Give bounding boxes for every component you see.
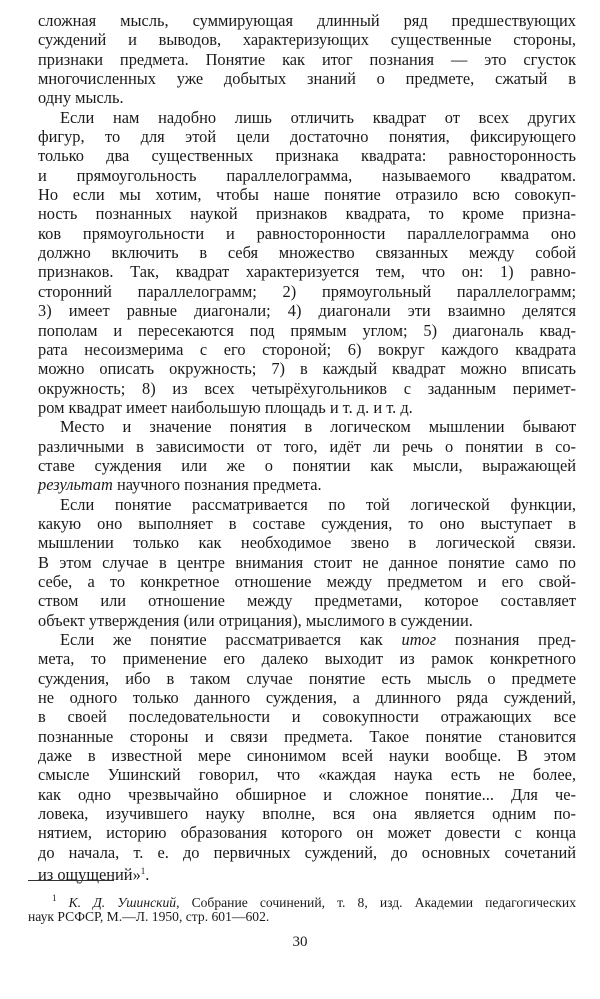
line-text: Если нам надобно лишь отличить квадрат от всех других [60, 107, 576, 127]
line-text: одну мысль. [38, 88, 124, 108]
paragraph [38, 495, 576, 630]
line-text: в своей последовательности и совокупности отражающих все [38, 707, 576, 727]
footnote-marker: 1 [52, 893, 57, 903]
line-text: как одно чрезвычайно обширное и сложное понятие... Для че- [38, 784, 576, 804]
text-line [38, 437, 576, 456]
text-line [38, 417, 576, 436]
text-line [38, 340, 576, 359]
text-line [38, 823, 576, 842]
text-line [38, 765, 576, 784]
footnote-source: , Собрание сочинений, т. 8, изд. Академии педагогических [176, 895, 576, 910]
text-line [38, 746, 576, 765]
text-line [38, 707, 576, 726]
line-text: себе, а то конкретное отношение между предметом и его свой- [38, 571, 576, 591]
text-line [38, 553, 576, 572]
line-text: фигур, то для этой цели достаточно понятия, фиксирующего [38, 127, 576, 147]
paragraph [38, 11, 576, 108]
text-line [38, 533, 576, 552]
line-text: смысле Ушинский говорил, что «каждая наука есть не более, [38, 765, 576, 785]
line-text: ков прямоугольности и равносторонности параллелограмма оно [38, 223, 576, 243]
text-line [38, 359, 576, 378]
footnote [28, 889, 576, 928]
line-text: не одного только данного суждения, а длинного ряда суждений, [38, 688, 576, 708]
line-text: познания пред- [436, 630, 577, 649]
footnote-source-cont: наук РСФСР, М.—Л. 1950, стр. 601—602. [28, 909, 270, 925]
line-text: мышлении только как необходимое звено в логической связи. [38, 533, 576, 553]
text-line [38, 166, 576, 185]
line-text: признаков. Так, квадрат характеризуется тем, что он: 1) равно- [38, 262, 576, 282]
line-text: окружность; 8) из всех четырёхугольников с заданным перимет- [38, 378, 576, 398]
line-text: ром квадрат имеет наибольшую площадь и т. д. и т. д. [38, 397, 413, 417]
text-line [38, 649, 576, 668]
line-text: В этом случае в центре внимания стоит не данное понятие само по [38, 552, 576, 572]
footnote-line [28, 889, 576, 908]
footnote-divider [28, 880, 114, 881]
text-line [38, 475, 576, 494]
line-text: Если же понятие рассматривается как [60, 630, 402, 649]
text-line [38, 727, 576, 746]
paragraph [38, 417, 576, 494]
text-line [38, 804, 576, 823]
line-text: ловека, изучившего науку вполне, вся она является одним по- [38, 804, 576, 824]
text-line [38, 572, 576, 591]
line-text: признаки предмета. Понятие как итог познания — это сгусток [38, 49, 576, 69]
line-text: объект утверждения (или отрицания), мыслимого в суждении. [38, 610, 473, 630]
line-text: научного познания предмета. [112, 475, 322, 495]
text-line [38, 591, 576, 610]
line-text: познанные стороны и связи предмета. Такое понятие становится [38, 726, 576, 746]
line-text: ставе суждения или же о понятии как мысли, выражающей [38, 455, 576, 475]
line-text: можно описать окружность; 7) в каждый квадрат можно вписать [38, 359, 576, 379]
line-text: нятием, историю образования которого он может довести с конца [38, 823, 576, 843]
text-line [38, 224, 576, 243]
line-text: ством или отношение между предметами, которое составляет [38, 591, 576, 611]
line-text: мета, то применение его далеко выходит из рамок конкретного [38, 649, 576, 669]
page-number: 30 [292, 934, 308, 950]
text-line [38, 514, 576, 533]
text-line [38, 69, 576, 88]
line-text: различными в зависимости от того, идёт ли речь о понятии в со- [38, 436, 576, 456]
line-text: многочисленных уже добытых знаний о предмете, сжатый в [38, 69, 576, 89]
body-text [38, 11, 577, 885]
paragraph [38, 108, 576, 418]
footnote-ref: 1 [140, 866, 146, 877]
footnote-line [28, 908, 576, 927]
line-text: . [145, 865, 150, 885]
line-text: суждений и выводов, характеризующих существенные стороны, [38, 30, 576, 50]
italic-term: результат [38, 475, 113, 495]
text-line [38, 630, 576, 649]
text-line [38, 611, 576, 630]
text-line [38, 88, 576, 107]
text-line [38, 11, 576, 30]
text-line [38, 301, 576, 320]
italic-term: итог [401, 630, 437, 649]
text-line [38, 321, 576, 340]
text-line [38, 843, 576, 862]
text-line [38, 127, 576, 146]
text-line [38, 50, 576, 69]
line-text: даже в известной мере синонимом всей науки вообще. В этом [38, 746, 576, 766]
line-text: пополам и пересекаются под прямым углом; 5) диагональ квад- [38, 320, 576, 340]
text-line [38, 785, 576, 804]
line-text: сложная мысль, суммирующая длинный ряд предшествующих [38, 11, 576, 30]
line-text: должно включить в себя множество связанных между собой [38, 243, 576, 263]
text-line [38, 669, 576, 688]
line-text: только два существенных признака квадрата: равносторонность [38, 146, 576, 166]
line-text: ность познанных наукой признаков квадрата, то кроме призна- [38, 204, 576, 224]
line-text: 3) имеет равные диагонали; 4) диагонали эти взаимно делятся [38, 301, 576, 321]
line-text: Но если мы хотим, чтобы наше понятие отразило всю совокуп- [38, 185, 576, 205]
text-line [38, 282, 576, 301]
line-text: и прямоугольность параллелограмма, называемого квадратом. [38, 165, 576, 185]
text-line [38, 379, 576, 398]
text-line [38, 146, 576, 165]
line-text: сторонний параллелограмм; 2) прямоугольный параллелограмм; [38, 281, 576, 301]
text-line [38, 862, 576, 885]
line-text: суждения, ибо в таком случае понятие есть мысль о предмете [38, 668, 576, 688]
text-line [38, 495, 576, 514]
line-text: Если понятие рассматривается по той логической функции, [60, 494, 576, 514]
text-line [38, 456, 576, 475]
text-line [38, 30, 576, 49]
paragraph [38, 630, 577, 885]
line-text: Место и значение понятия в логическом мышлении бывают [60, 417, 576, 437]
text-line [38, 204, 576, 223]
text-line [38, 398, 576, 417]
line-text: рата несоизмерима с его стороной; 6) вокруг каждого квадрата [38, 339, 576, 359]
text-line [38, 262, 576, 281]
footnote-author: К. Д. Ушинский [68, 895, 177, 910]
line-text: из ощущений» [38, 865, 141, 885]
line-text: до начала, т. е. до первичных суждений, до основных сочетаний [38, 842, 576, 862]
text-line [38, 108, 576, 127]
line-text: какую оно выполняет в составе суждения, то оно выступает в [38, 513, 576, 533]
text-line [38, 243, 576, 262]
text-line [38, 688, 576, 707]
text-line [38, 185, 576, 204]
